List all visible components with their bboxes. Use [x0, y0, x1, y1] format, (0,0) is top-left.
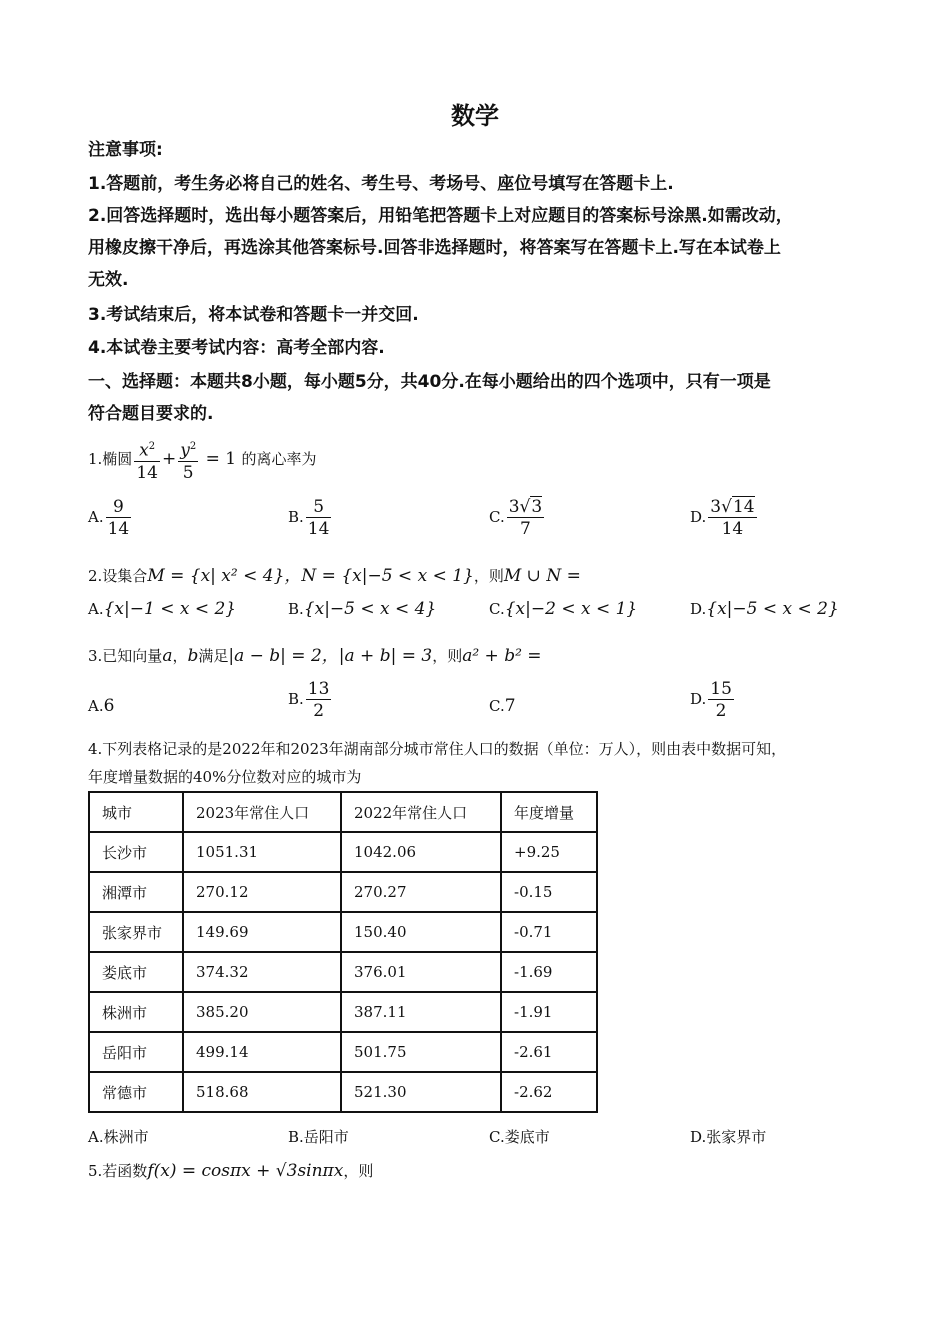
question-2 — [88, 561, 581, 586]
question-4-option-d[interactable]: D.张家界市 — [690, 1128, 767, 1146]
table-cell: 常德市 — [89, 1072, 183, 1112]
table-cell: 娄底市 — [89, 952, 183, 992]
question-1: 1.椭圆 $\frac{x^2}{14}$ + $\frac{y^2}{5}$ = 1 的离心率为 — [88, 438, 316, 482]
option-label: D. — [690, 690, 707, 708]
table-cell: 长沙市 — [89, 832, 183, 872]
option-value: {x|−5 < x < 2} — [706, 599, 839, 619]
target-expression: a² + b² = — [462, 646, 542, 666]
condition-1: |a − b| = 2 — [228, 646, 322, 666]
table-cell: 270.12 — [183, 872, 341, 912]
table-cell: 岳阳市 — [89, 1032, 183, 1072]
option-label: B. — [288, 690, 304, 708]
note-item-2-line-1: 2.回答选择题时，选出每小题答案后，用铅笔把答题卡上对应题目的答案标号涂黑.如需改动， — [88, 206, 793, 226]
table-cell: -1.69 — [501, 952, 597, 992]
question-3-option-d[interactable] — [690, 680, 736, 720]
option-label: B. — [288, 600, 304, 618]
table-row — [89, 952, 597, 992]
option-d-numerator: 15 — [710, 679, 732, 699]
question-1-option-a[interactable] — [88, 498, 133, 538]
option-a-denominator: 14 — [107, 519, 130, 539]
union-expression: M ∪ N = — [503, 566, 581, 586]
question-4-option-b[interactable]: B.岳阳市 — [288, 1128, 349, 1146]
question-2-prefix: 2.设集合 — [88, 567, 148, 585]
table-cell: -2.61 — [501, 1032, 597, 1072]
page-title: 数学 — [451, 102, 499, 130]
option-label: A. — [88, 600, 104, 618]
note-item-2-line-2: 用橡皮擦干净后，再选涂其他答案标号.回答非选择题时，将答案写在答题卡上.写在本试卷上 — [88, 238, 781, 258]
table-cell: -1.91 — [501, 992, 597, 1032]
table-header-cell: 城市 — [89, 792, 183, 832]
option-d-coefficient: 3 — [710, 497, 722, 517]
option-c-radicand: 3 — [531, 497, 543, 517]
section-1-heading-line-1: 一、选择题：本题共8小题，每小题5分，共40分.在每小题给出的四个选项中，只有一项是 — [88, 372, 771, 392]
question-2-suffix: ，则 — [473, 567, 504, 585]
question-1-option-c[interactable]: C. $\frac{3√3}{7}$ — [489, 497, 543, 539]
separator: ， — [172, 647, 188, 665]
question-2-option-b[interactable] — [288, 599, 436, 619]
table-row — [89, 1032, 597, 1072]
option-label: A. — [88, 697, 104, 715]
table-cell: 150.40 — [341, 912, 501, 952]
question-3-then: ，则 — [432, 647, 463, 665]
table-cell: -2.62 — [501, 1072, 597, 1112]
question-3-mid: 满足 — [198, 647, 229, 665]
note-item-3: 3.考试结束后，将本试卷和答题卡一并交回. — [88, 305, 419, 325]
population-table — [88, 791, 598, 1113]
table-cell: 张家界市 — [89, 912, 183, 952]
table-header-cell: 年度增量 — [501, 792, 597, 832]
table-cell: 518.68 — [183, 1072, 341, 1112]
question-3-prefix: 3.已知向量 — [88, 647, 163, 665]
table-cell: 521.30 — [341, 1072, 501, 1112]
table-cell: 湘潭市 — [89, 872, 183, 912]
question-5-suffix: ，则 — [343, 1162, 374, 1180]
table-header-row — [89, 792, 597, 832]
note-item-4: 4.本试卷主要考试内容：高考全部内容. — [88, 338, 385, 358]
note-item-2-line-3: 无效. — [88, 270, 129, 290]
ellipse-term-x: $\frac{x^2}{14}$ — [134, 438, 160, 482]
option-d-denominator: 2 — [715, 701, 727, 721]
table-cell: -0.71 — [501, 912, 597, 952]
question-2-option-c[interactable] — [489, 599, 637, 619]
option-value: 7 — [504, 696, 516, 716]
vector-a: a — [162, 646, 173, 666]
option-label: D. — [690, 600, 707, 618]
question-4-line-2: 年度增量数据的40%分位数对应的城市为 — [88, 768, 362, 786]
table-row — [89, 832, 597, 872]
condition-2: ，|a + b| = 3 — [321, 646, 433, 666]
table-cell: 385.20 — [183, 992, 341, 1032]
table-cell: 149.69 — [183, 912, 341, 952]
set-n: ，N = {x|−5 < x < 1} — [284, 566, 474, 586]
option-a-numerator: 9 — [106, 498, 132, 518]
question-5-prefix: 5.若函数 — [88, 1162, 148, 1180]
option-value: {x|−5 < x < 4} — [303, 599, 437, 619]
question-2-option-a[interactable] — [88, 599, 236, 619]
table-cell: 株洲市 — [89, 992, 183, 1032]
table-cell: 387.11 — [341, 992, 501, 1032]
option-label: C. — [489, 697, 505, 715]
ellipse-term-y: $\frac{y^2}{5}$ — [178, 438, 198, 482]
table-cell: 270.27 — [341, 872, 501, 912]
table-cell: 1042.06 — [341, 832, 501, 872]
option-d-denominator: 14 — [721, 519, 744, 539]
question-3-option-a[interactable] — [88, 696, 114, 716]
set-m: M = {x| x² < 4} — [147, 566, 285, 586]
question-4-option-a[interactable]: A.株洲市 — [88, 1128, 149, 1146]
option-label: D. — [690, 508, 707, 526]
table-cell: +9.25 — [501, 832, 597, 872]
option-label: C. — [489, 600, 505, 618]
option-c-denominator: 7 — [520, 519, 531, 539]
option-b-numerator: 5 — [306, 498, 332, 518]
section-1-heading-line-2: 符合题目要求的. — [88, 404, 214, 424]
question-3 — [88, 641, 542, 666]
option-value: {x|−1 < x < 2} — [103, 599, 237, 619]
table-cell: 499.14 — [183, 1032, 341, 1072]
notes-heading: 注意事项: — [88, 140, 163, 160]
option-c-coefficient: 3 — [508, 497, 520, 517]
question-1-option-d[interactable]: D. $\frac{3√14}{14}$ — [690, 497, 755, 539]
option-d-radicand: 14 — [732, 497, 755, 517]
option-b-numerator: 13 — [307, 679, 330, 699]
table-cell: 1051.31 — [183, 832, 341, 872]
question-1-prefix: 1.椭圆 — [88, 449, 133, 468]
question-4-line-1: 4.下列表格记录的是2022年和2023年湖南部分城市常住人口的数据（单位：万人），则由表中数据可知， — [88, 740, 787, 758]
option-b-denominator: 2 — [313, 701, 325, 721]
table-row — [89, 1072, 597, 1112]
table-cell: -0.15 — [501, 872, 597, 912]
question-1-option-b[interactable] — [288, 498, 333, 538]
note-item-1: 1.答题前，考生务必将自己的姓名、考生号、考场号、座位号填写在答题卡上. — [88, 174, 674, 194]
question-4-option-c[interactable]: C.娄底市 — [489, 1128, 550, 1146]
option-label: A. — [88, 508, 104, 526]
question-3-option-c[interactable] — [489, 696, 516, 716]
question-2-option-d[interactable] — [690, 599, 839, 619]
table-row — [89, 992, 597, 1032]
table-cell: 374.32 — [183, 952, 341, 992]
function-expression: f(x) = cosπx + √3sinπx — [147, 1161, 344, 1181]
table-header-cell: 2022年常住人口 — [341, 792, 501, 832]
table-row — [89, 912, 597, 952]
option-label: C. — [489, 508, 505, 526]
option-value: 6 — [103, 696, 115, 716]
option-value: {x|−2 < x < 1} — [504, 599, 638, 619]
option-b-denominator: 14 — [307, 519, 330, 539]
question-1-suffix: 的离心率为 — [241, 449, 317, 468]
option-label: B. — [288, 508, 304, 526]
vector-b: b — [187, 646, 199, 666]
question-3-option-b[interactable] — [288, 680, 333, 720]
table-header-cell: 2023年常住人口 — [183, 792, 341, 832]
table-row — [89, 872, 597, 912]
table-cell: 376.01 — [341, 952, 501, 992]
table-cell: 501.75 — [341, 1032, 501, 1072]
question-5 — [88, 1160, 373, 1181]
